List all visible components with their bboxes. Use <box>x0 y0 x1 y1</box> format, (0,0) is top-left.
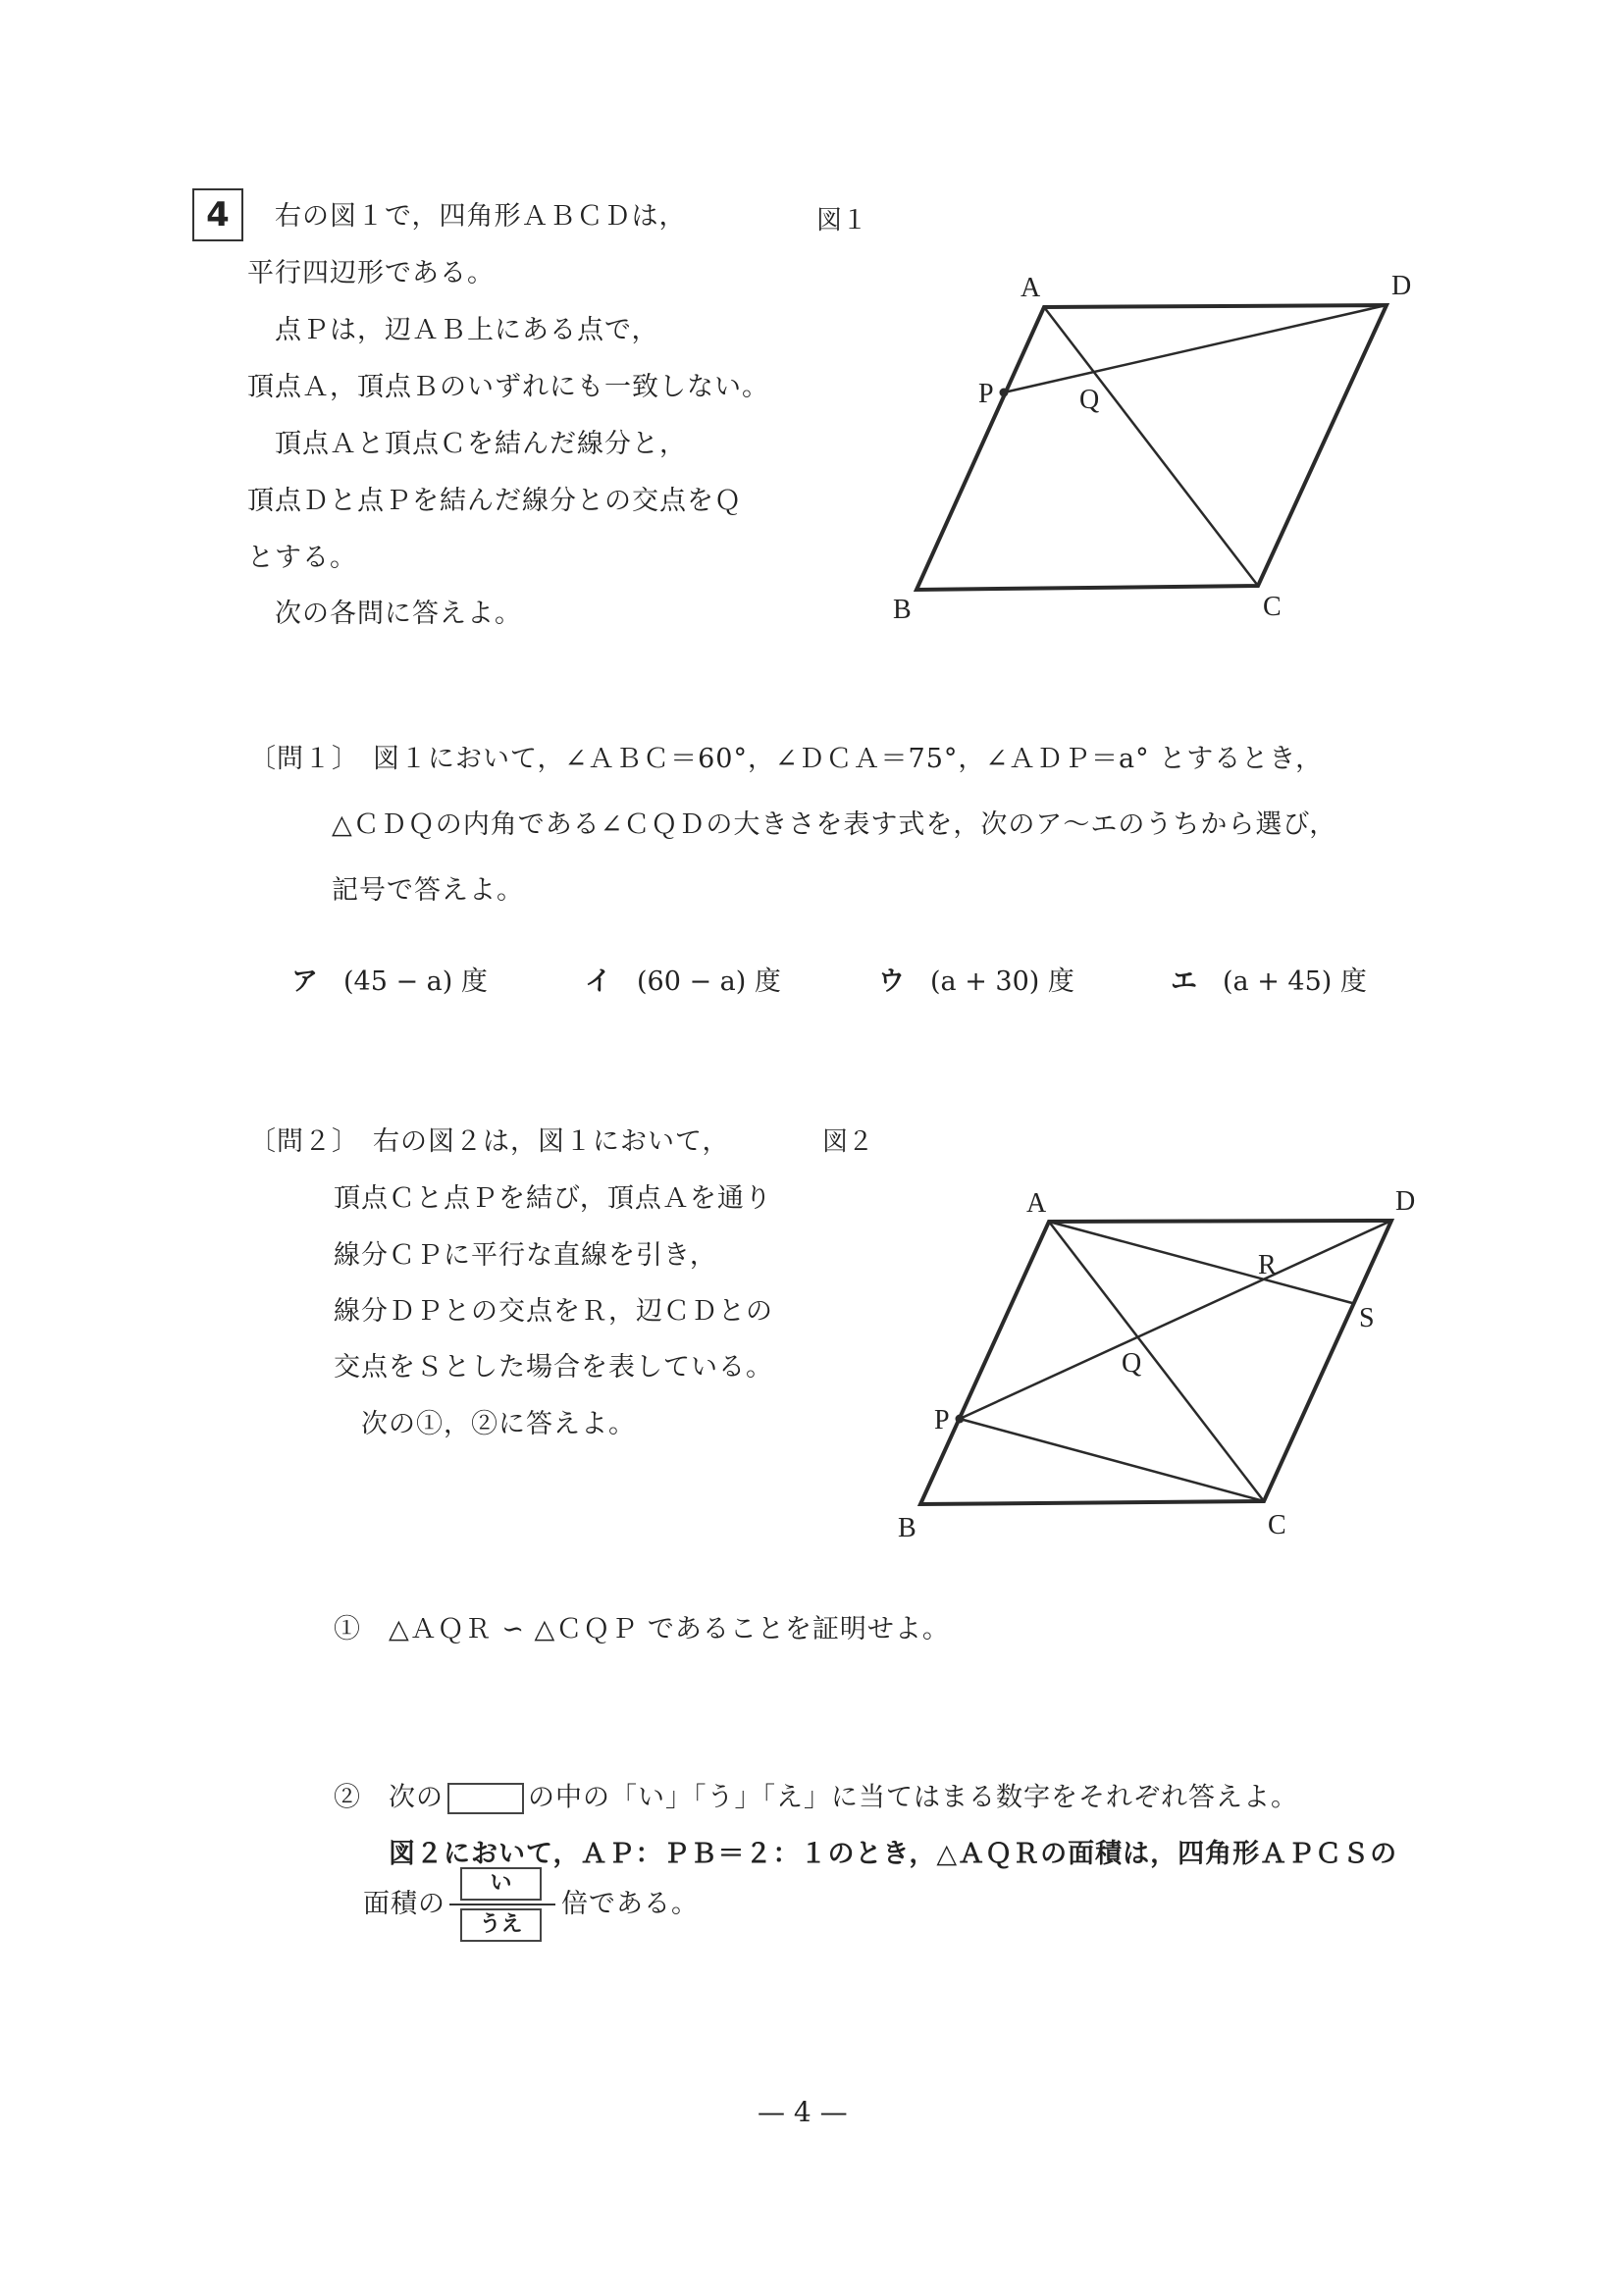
choice-e: エ (a + 45) 度 <box>1171 966 1367 997</box>
label-D: D <box>1395 1186 1416 1217</box>
label-C: C <box>1268 1510 1286 1540</box>
q2-line-2: 頂点Ｃと点Ｐを結び，頂点Ａを通り <box>334 1183 772 1214</box>
point-p-marker <box>956 1415 965 1424</box>
q1-text-1: 図１において，∠ＡＢＣ＝60°，∠ＤＣＡ＝75°，∠ＡＤＰ＝a° とするとき， <box>373 744 1324 774</box>
q2-sub2-line-3-after: 倍である。 <box>561 1889 699 1919</box>
intro-line-1: 右の図１で，四角形ＡＢＣＤは， <box>275 201 687 232</box>
choice-a: ア (45 − a) 度 <box>291 966 488 997</box>
q1-tag: 〔問１〕 <box>249 744 359 774</box>
figure1-label: 図１ <box>816 206 868 235</box>
choice-i: イ (60 − a) 度 <box>585 966 781 997</box>
q2-sub2-line-2: 図２において，ＡＰ：ＰＢ＝２：１のとき，△ＡＱＲの面積は，四角形ＡＰＣＳの <box>389 1839 1398 1869</box>
intro-line-6: 頂点Ｄと点Ｐを結んだ線分との交点をＱ <box>247 486 742 516</box>
intro-line-5: 頂点Ａと頂点Ｃを結んだ線分と， <box>275 429 687 459</box>
label-C: C <box>1263 592 1282 622</box>
intro-line-2: 平行四辺形である。 <box>247 258 495 288</box>
label-R: R <box>1258 1250 1277 1280</box>
page-number: — 4 — <box>758 2096 848 2128</box>
q2-sub1: ① △ＡＱＲ ∽ △ＣＱＰ であることを証明せよ。 <box>334 1614 950 1644</box>
intro-line-7: とする。 <box>247 543 357 573</box>
q2-line-6: 次の①，②に答えよ。 <box>361 1409 636 1439</box>
choice-u: ウ (a + 30) 度 <box>878 966 1074 997</box>
point-p-marker <box>1000 389 1009 397</box>
answer-box-ue[interactable]: うえ <box>460 1908 542 1942</box>
q2-line-5: 交点をＳとした場合を表している。 <box>334 1352 773 1383</box>
problem-number: 4 <box>192 188 243 241</box>
label-P: P <box>934 1405 950 1435</box>
label-A: A <box>1021 273 1041 303</box>
label-P: P <box>978 379 994 409</box>
blank-box <box>447 1783 524 1814</box>
fraction-bar <box>449 1904 555 1905</box>
q2-text-1: 右の図２は，図１において， <box>373 1126 730 1157</box>
intro-line-4: 頂点Ａ，頂点Ｂのいずれにも一致しない。 <box>247 372 769 402</box>
answer-box-i[interactable]: い <box>460 1867 542 1901</box>
q1-line-2: △ＣＤＱの内角である∠ＣＱＤの大きさを表す式を，次のア〜エのうちから選び， <box>332 809 1337 840</box>
q1-line-3: 記号で答えよ。 <box>332 875 524 906</box>
q1-line-1 <box>249 746 1323 772</box>
label-A: A <box>1026 1188 1047 1219</box>
label-Q: Q <box>1079 385 1100 415</box>
figure2-diagram <box>0 1079 1623 1550</box>
q2-line-3: 線分ＣＰに平行な直線を引き， <box>334 1240 717 1271</box>
figure1-diagram <box>0 0 1623 687</box>
label-B: B <box>893 595 912 625</box>
intro-line-8: 次の各問に答えよ。 <box>275 599 522 629</box>
figure2-label: 図２ <box>822 1127 874 1157</box>
label-D: D <box>1391 271 1412 301</box>
q2-sub2-line-3-before: 面積の <box>363 1889 445 1919</box>
label-Q: Q <box>1122 1348 1142 1379</box>
label-B: B <box>898 1513 916 1543</box>
intro-line-3: 点Ｐは，辺ＡＢ上にある点で， <box>275 315 659 345</box>
q2-line-4: 線分ＤＰとの交点をＲ，辺ＣＤとの <box>334 1296 773 1327</box>
q2-tag: 〔問２〕 <box>249 1126 359 1157</box>
q2-sub2-line-1: ② 次の の中の「い」「う」「え」に当てはまる数字をそれぞれ答えよ。 <box>334 1782 1298 1813</box>
label-S: S <box>1359 1303 1375 1333</box>
